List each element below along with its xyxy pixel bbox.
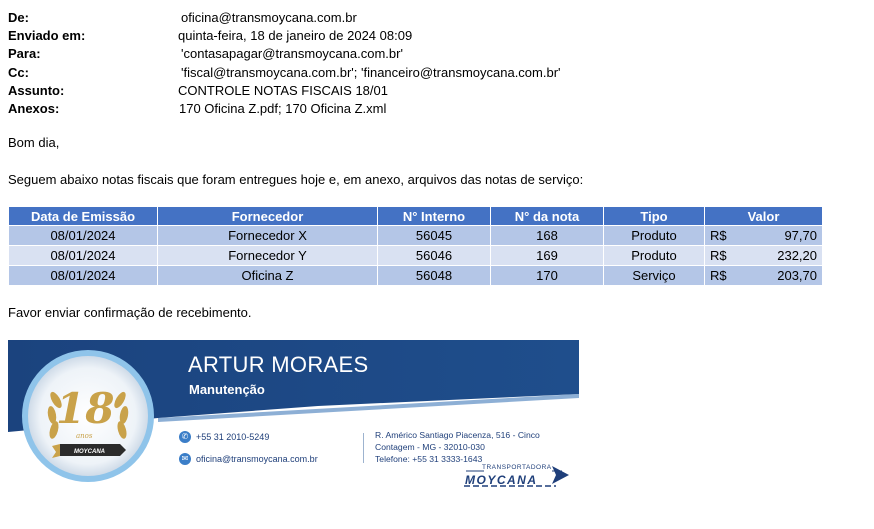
attachments-row: [8, 100, 868, 118]
badge-anos: anos: [76, 432, 93, 440]
logo-subtitle: TRANSPORTADORA: [482, 464, 552, 471]
to-value[interactable]: 'contasapagar@transmoycana.com.br': [181, 46, 403, 62]
from-label: De:: [8, 10, 29, 25]
cell-date: 08/01/2024: [9, 266, 158, 286]
to-label: Para:: [8, 46, 41, 62]
cell-currency: R$: [710, 268, 727, 283]
email-header: [8, 9, 868, 118]
signature-phone[interactable]: +55 31 2010-5249: [196, 432, 270, 442]
address-line-2: Contagem - MG - 32010-030: [375, 442, 485, 452]
cc-value[interactable]: 'fiscal@transmoycana.com.br'; 'financeiro@transmoycana.com.br': [181, 64, 561, 80]
table-row: [9, 246, 823, 266]
table-header-row: [9, 207, 823, 226]
cell-note: 170: [491, 266, 604, 286]
cc-row: [8, 64, 868, 82]
greeting: Bom dia,: [8, 135, 60, 150]
intro-text: Seguem abaixo notas fiscais que foram entregues hoje e, em anexo, arquivos das notas de serviço:: [8, 172, 584, 187]
cell-value: [705, 266, 823, 286]
badge-brand: MOYCANA: [74, 449, 105, 455]
mail-icon: ✉: [179, 453, 191, 465]
phone-icon: ✆: [179, 431, 191, 443]
invoices-table: [8, 206, 823, 286]
cell-value: [705, 246, 823, 266]
col-header-type: Tipo: [604, 207, 705, 226]
cell-date: 08/01/2024: [9, 246, 158, 266]
signature-email[interactable]: oficina@transmoycana.com.br: [196, 454, 318, 464]
table-row: [9, 226, 823, 246]
col-header-note: N° da nota: [491, 207, 604, 226]
cell-type: Serviço: [604, 266, 705, 286]
address-line-1: R. Américo Santiago Piacenza, 516 - Cinco: [375, 430, 540, 440]
cell-type: Produto: [604, 246, 705, 266]
cc-label: Cc:: [8, 64, 29, 80]
cell-value: [705, 226, 823, 246]
cell-currency: R$: [710, 228, 727, 243]
signature-divider: [363, 433, 364, 463]
from-row: [8, 9, 868, 27]
signature-name: ARTUR MORAES: [188, 352, 369, 377]
table-row: [9, 266, 823, 286]
cell-internal: 56045: [378, 226, 491, 246]
col-header-supplier: Fornecedor: [158, 207, 378, 226]
cell-amount: 97,70: [784, 228, 817, 243]
signature-role: Manutenção: [189, 382, 265, 397]
cell-currency: R$: [710, 248, 727, 263]
subject-label: Assunto:: [8, 82, 65, 98]
to-row: [8, 45, 868, 63]
sent-value: quinta-feira, 18 de janeiro de 2024 08:09: [178, 28, 413, 44]
logo-wordmark: MOYCANA: [465, 473, 538, 487]
cell-internal: 56048: [378, 266, 491, 286]
cell-type: Produto: [604, 226, 705, 246]
cell-date: 08/01/2024: [9, 226, 158, 246]
cell-supplier: Oficina Z: [158, 266, 378, 286]
email-signature: [8, 340, 579, 490]
cell-internal: 56046: [378, 246, 491, 266]
badge-number: 18: [56, 384, 115, 433]
col-header-date: Data de Emissão: [9, 207, 158, 226]
from-value[interactable]: oficina@transmoycana.com.br: [181, 10, 357, 25]
sent-row: [8, 27, 868, 45]
attachments-value[interactable]: 170 Oficina Z.pdf; 170 Oficina Z.xml: [179, 100, 387, 116]
col-header-value: Valor: [705, 207, 823, 226]
attachments-label: Anexos:: [8, 100, 60, 116]
subject-row: [8, 82, 868, 100]
cell-amount: 232,20: [777, 248, 817, 263]
address-line-3: Telefone: +55 31 3333-1643: [375, 454, 483, 464]
cell-note: 168: [491, 226, 604, 246]
sent-label: Enviado em:: [8, 28, 86, 44]
cell-amount: 203,70: [777, 268, 817, 283]
cell-supplier: Fornecedor Y: [158, 246, 378, 266]
cell-supplier: Fornecedor X: [158, 226, 378, 246]
cell-note: 169: [491, 246, 604, 266]
subject-value: CONTROLE NOTAS FISCAIS 18/01: [178, 82, 388, 98]
closing-text: Favor enviar confirmação de recebimento.: [8, 305, 252, 320]
col-header-internal: N° Interno: [378, 207, 491, 226]
